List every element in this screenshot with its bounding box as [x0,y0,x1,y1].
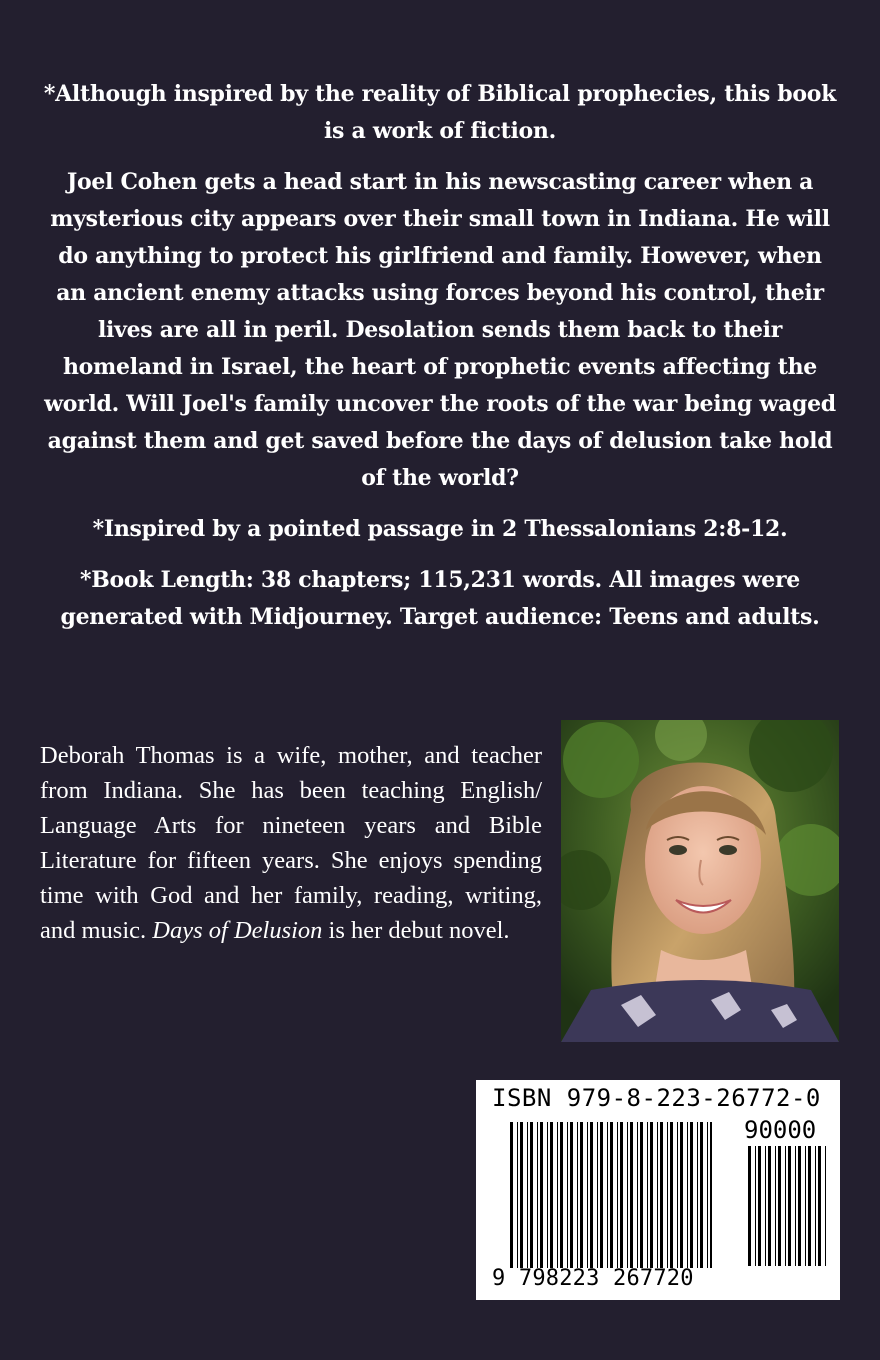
barcode-bar [550,1122,553,1268]
barcode-bar [590,1122,593,1268]
barcode-bar [557,1122,558,1268]
barcode-bar [755,1146,756,1266]
barcode-bar [758,1146,761,1266]
price-addon-text: 90000 [744,1116,817,1144]
barcode-bar [808,1146,811,1266]
barcode-bar [580,1122,583,1268]
barcode-bar [560,1122,563,1268]
author-bio [40,738,542,948]
barcode-bar [527,1122,528,1268]
barcode-bar [637,1122,638,1268]
barcode-bar [627,1122,628,1268]
barcode-bar [798,1146,801,1266]
author-photo-image [561,720,839,1042]
barcode-bar [610,1122,613,1268]
barcode-bar [617,1122,618,1268]
barcode-bar [630,1122,633,1268]
barcode-bar [825,1146,826,1266]
barcode-bar [530,1122,533,1268]
barcode-bar [540,1122,543,1268]
barcode-bar [748,1146,751,1266]
barcode-bar [700,1122,703,1268]
barcode-bar [667,1122,668,1268]
barcode-bar [647,1122,648,1268]
barcode-bar [765,1146,766,1266]
barcode-bar [547,1122,548,1268]
barcode-bar [768,1146,771,1266]
barcode-bar [537,1122,538,1268]
barcode-bar [577,1122,578,1268]
bio-text-before: Deborah Thomas is a wife, mother, and teacher from Indiana. She has been teaching English/ Language Arts for nineteen years and Bible Literature for fifteen years. She enjoys spending time with God and her family, reading, writing, and music. [40,742,542,944]
barcode-bar [710,1122,712,1268]
blurb-section [40,76,840,650]
barcode-bar [697,1122,698,1268]
barcode-bar [510,1122,513,1268]
author-photo [561,720,839,1042]
barcode-bar [597,1122,598,1268]
barcode-bar [600,1122,603,1268]
barcode-bar [677,1122,678,1268]
barcode-bar [620,1122,623,1268]
barcode-bar [805,1146,806,1266]
barcode-bar [785,1146,786,1266]
barcode-bar [680,1122,683,1268]
barcode-bar [607,1122,608,1268]
barcode-bar [670,1122,673,1268]
barcode-bar [778,1146,781,1266]
barcode-bar [517,1122,518,1268]
barcode-bar [640,1122,643,1268]
barcode-bar [690,1122,693,1268]
barcode-bar [587,1122,588,1268]
barcode-bar [657,1122,658,1268]
barcode-bar [818,1146,821,1266]
bio-book-title: Days of Delusion [152,917,323,944]
barcode-bar [795,1146,796,1266]
barcode-bar [815,1146,816,1266]
synopsis-text: Joel Cohen gets a head start in his newscasting career when a mysterious city appears over their small town in Indiana. He will do anything to protect his girlfriend and family. However, when an ancient enemy attacks using forces beyond his control, their lives are all in peril. Desolation sends them back to their homeland in Israel, the heart of prophetic events affecting the world. Will Joel's family uncover the roots of the war being waged against them and get saved before the days of delusion take hold of the world? [44,169,836,491]
barcode-bar [567,1122,568,1268]
ean-digits-text: 9 798223 267720 [492,1266,694,1291]
barcode-bar [707,1122,708,1268]
barcode-bar [660,1122,663,1268]
barcode-bar [650,1122,653,1268]
bio-text-after: is her debut novel. [322,917,510,944]
barcode-bar [570,1122,573,1268]
disclaimer-text: *Although inspired by the reality of Biblical prophecies, this book is a work of fiction. [43,81,837,144]
barcode-box [476,1080,840,1300]
barcode-bar [687,1122,688,1268]
isbn-text: ISBN 979-8-223-26772-0 [492,1084,821,1112]
book-details-text: *Book Length: 38 chapters; 115,231 words. All images were generated with Midjourney. Target audience: Teens and adults. [60,567,820,630]
barcode-bar [520,1122,523,1268]
barcode-bar [788,1146,791,1266]
inspiration-text: *Inspired by a pointed passage in 2 Thessalonians 2:8-12. [92,516,788,542]
barcode-bar [775,1146,776,1266]
